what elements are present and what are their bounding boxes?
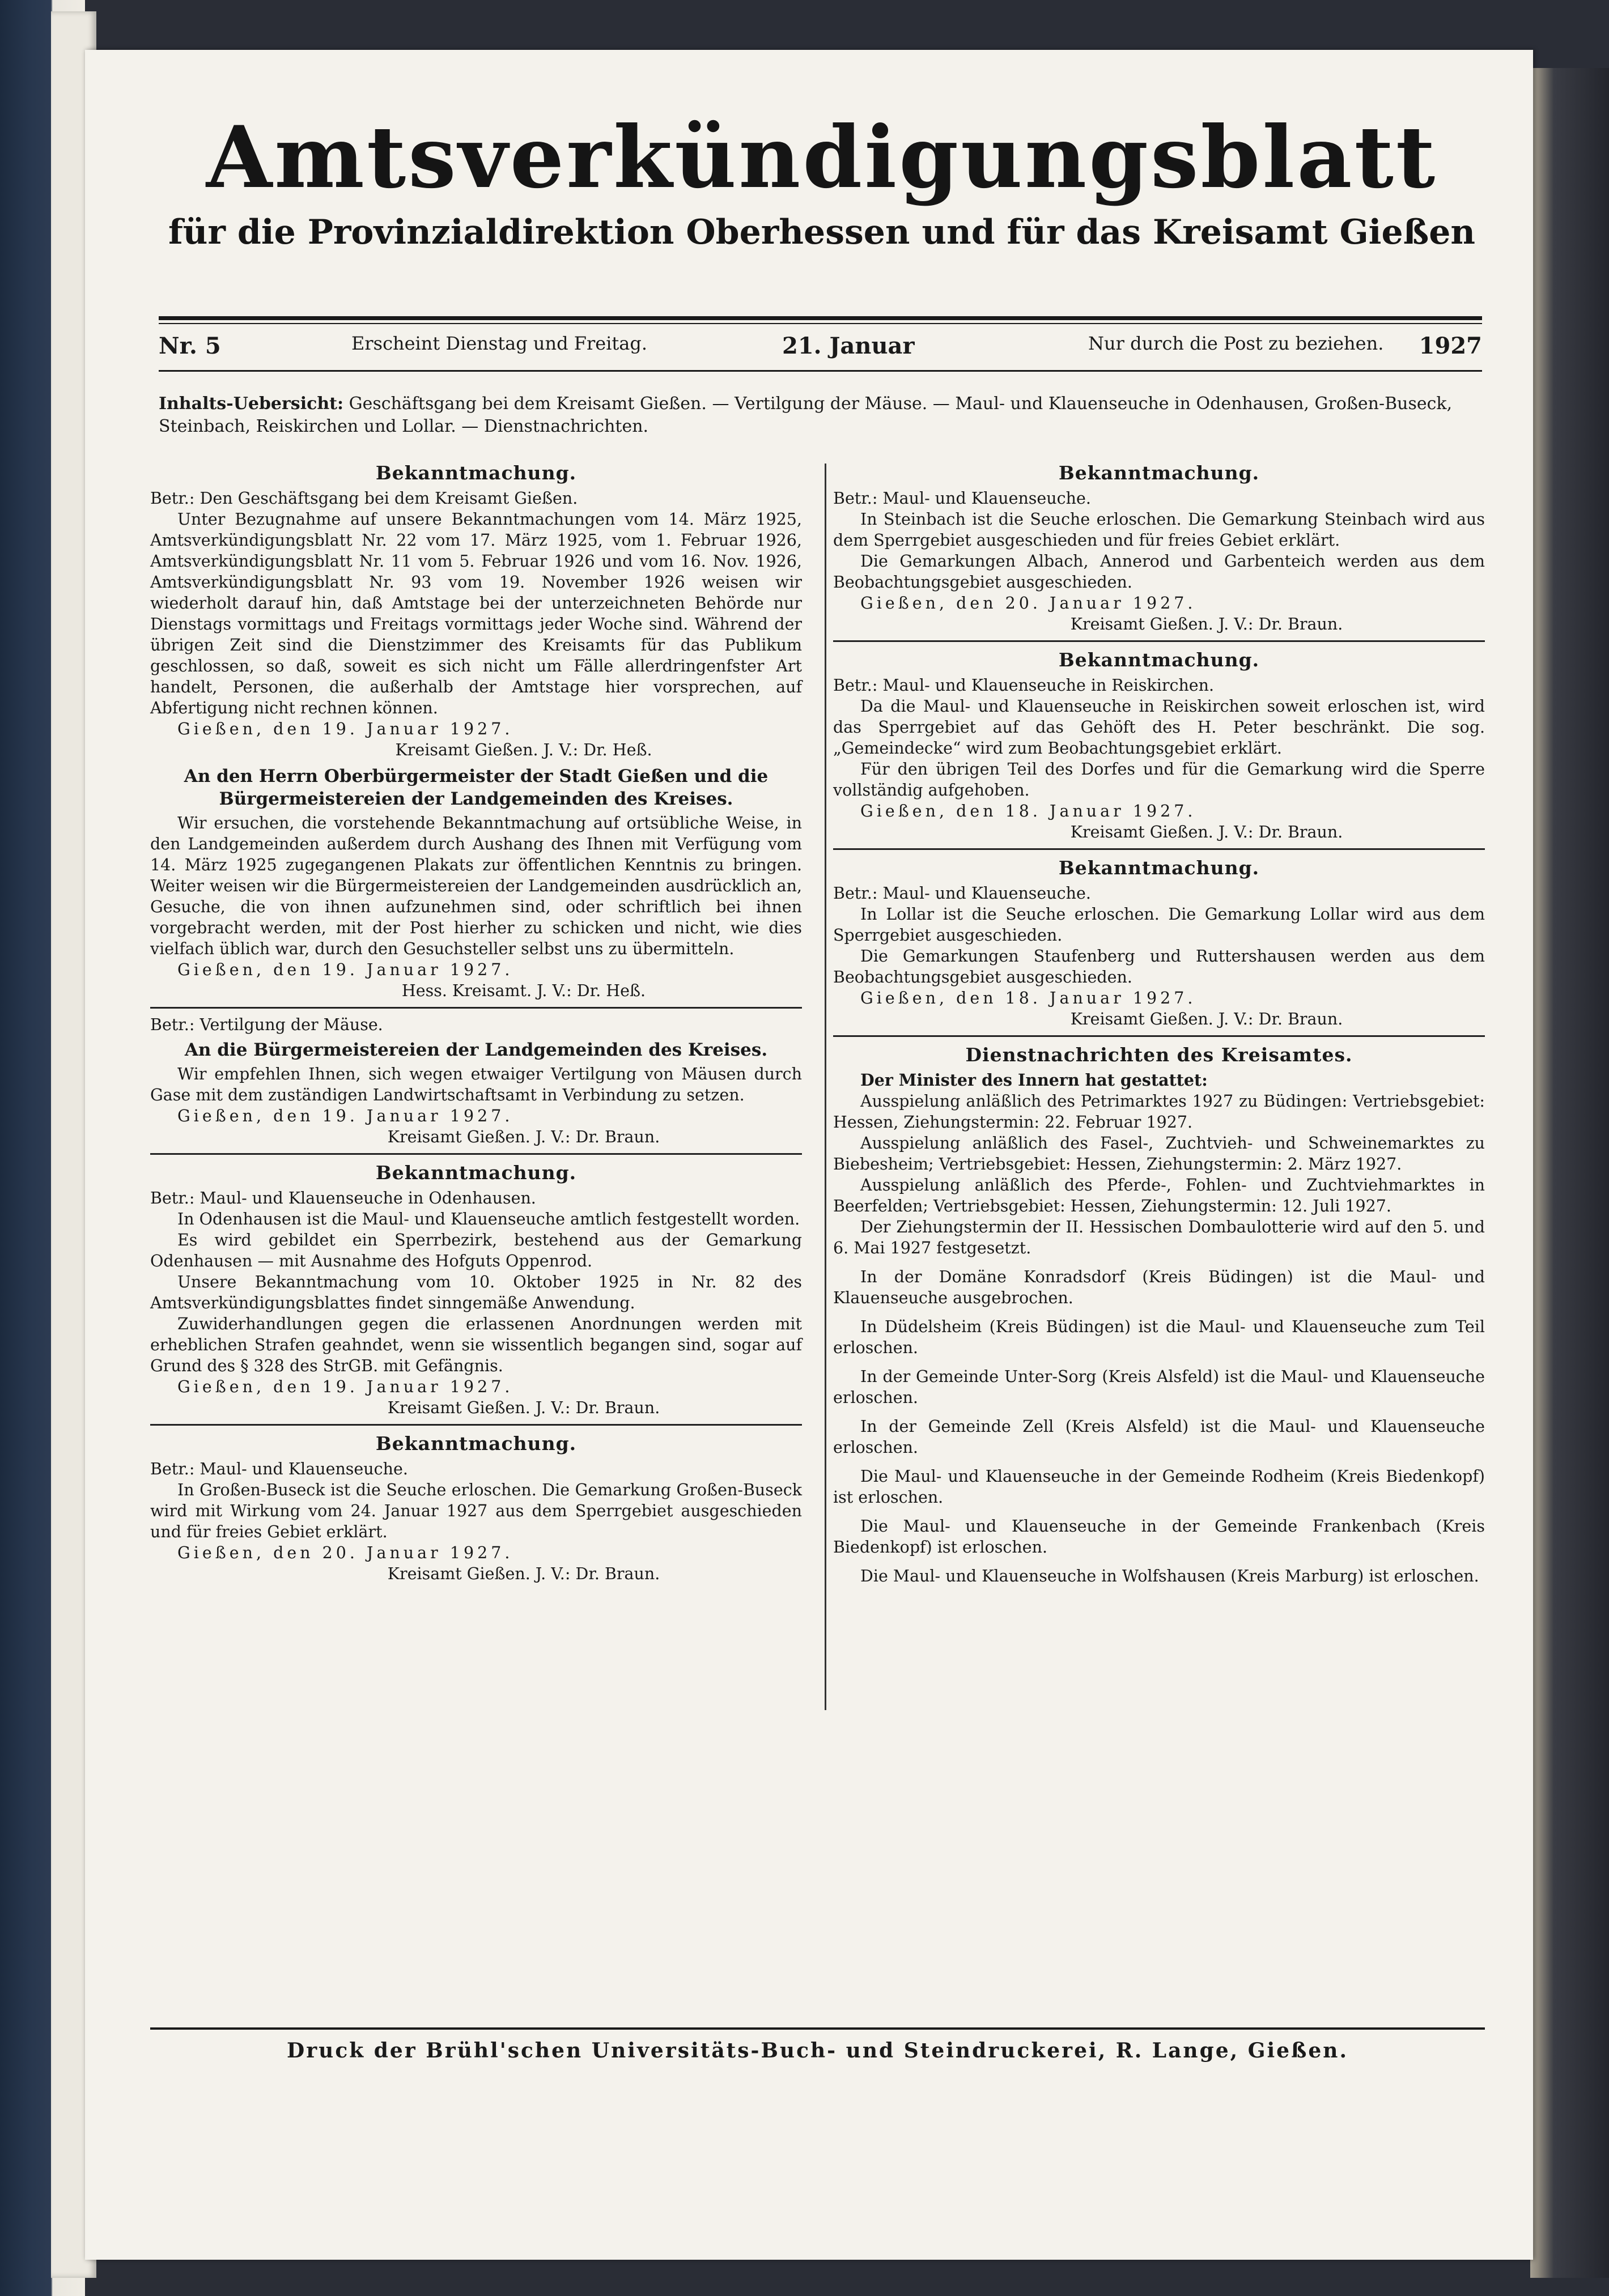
issue-date: 21. Januar xyxy=(782,333,915,359)
article-paragraph: Da die Maul- und Klauenseuche in Reiskirchen soweit erloschen ist, wird das Sperrgebiet auf das Gehöft des H. Peter beschränkt. Die sog. „Gemeindecke“ wird zum Beobachtungsgebiet erklärt. xyxy=(833,697,1485,758)
article-heading: Bekanntmachung. xyxy=(1058,857,1260,879)
article-date: Gießen, den 19. Januar 1927. xyxy=(177,720,513,738)
article-signature: Kreisamt Gießen. J. V.: Dr. Braun. xyxy=(387,1564,660,1583)
article-reiskirchen xyxy=(833,648,1485,843)
article-lollar xyxy=(833,856,1485,1030)
article-paragraph: Die Gemarkungen Staufenberg und Ruttershausen werden aus dem Beobachtungsgebiet ausgeschieden. xyxy=(833,947,1485,987)
toc-text: Geschäftsgang bei dem Kreisamt Gießen. — Vertilgung der Mäuse. — Maul- und Klauenseuche in Odenhausen, Großen-Buseck, Steinbach, Reiskirchen und Lollar. — Dienstnachrichten. xyxy=(159,394,1453,436)
article-heading: Bekanntmachung. xyxy=(375,462,577,484)
article-date: Gießen, den 19. Januar 1927. xyxy=(177,1377,513,1396)
article-subject: Betr.: Maul- und Klauenseuche in Odenhausen. xyxy=(150,1189,536,1207)
section-separator xyxy=(833,848,1485,850)
article-date: Gießen, den 19. Januar 1927. xyxy=(177,1107,513,1125)
issue-year: 1927 xyxy=(1419,333,1482,359)
article-signature: Kreisamt Gießen. J. V.: Dr. Braun. xyxy=(387,1398,660,1417)
article-paragraph: Ausspielung anläßlich des Pferde-, Fohlen- und Zuchtviehmarktes in Beerfelden; Vertriebsgebiet: Hessen, Ziehungstermin: 12. Juli 1927. xyxy=(833,1176,1485,1215)
article-heading: Bekanntmachung. xyxy=(1058,462,1260,484)
article-heading: Bekanntmachung. xyxy=(375,1162,577,1184)
column-divider xyxy=(825,464,826,1710)
article-paragraph: In Steinbach ist die Seuche erloschen. Die Gemarkung Steinbach wird aus dem Sperrgebiet ausgeschieden und für freies Gebiet erklärt. xyxy=(833,510,1485,550)
article-paragraph: Die Maul- und Klauenseuche in der Gemeinde Rodheim (Kreis Biedenkopf) ist erloschen. xyxy=(833,1467,1485,1507)
newspaper-title: Amtsverkündigungsblatt xyxy=(206,108,1438,207)
right-column xyxy=(833,461,1485,1591)
newspaper-subtitle: für die Provinzialdirektion Oberhessen und für das Kreisamt Gießen xyxy=(168,212,1476,252)
article-paragraph: Die Gemarkungen Albach, Annerod und Garbenteich werden aus dem Beobachtungsgebiet ausgeschieden. xyxy=(833,552,1485,592)
article-grossen-buseck xyxy=(150,1431,802,1584)
info-bar-rule xyxy=(159,370,1482,372)
article-bekanntmachung-verbreitung xyxy=(150,765,802,1001)
article-heading: An den Herrn Oberbürgermeister der Stadt Gießen und die Bürgermeistereien der Landgemeinden des Kreises. xyxy=(184,766,769,809)
article-subject: Betr.: Maul- und Klauenseuche. xyxy=(833,884,1091,903)
article-signature: Kreisamt Gießen. J. V.: Dr. Heß. xyxy=(395,741,652,759)
article-paragraph: Es wird gebildet ein Sperrbezirk, bestehend aus der Gemarkung Odenhausen — mit Ausnahme des Hofguts Oppenrod. xyxy=(150,1231,802,1270)
article-heading: An die Bürgermeistereien der Landgemeinden des Kreises. xyxy=(184,1040,768,1060)
article-date: Gießen, den 19. Januar 1927. xyxy=(177,960,513,979)
section-separator xyxy=(833,1035,1485,1037)
article-subject: Betr.: Vertilgung der Mäuse. xyxy=(150,1015,383,1034)
article-subject: Betr.: Maul- und Klauenseuche. xyxy=(150,1460,408,1478)
article-subject: Betr.: Maul- und Klauenseuche. xyxy=(833,489,1091,508)
left-column xyxy=(150,461,802,1589)
masthead-rule-top xyxy=(159,316,1482,320)
article-date: Gießen, den 20. Januar 1927. xyxy=(177,1544,513,1562)
article-paragraph: Die Maul- und Klauenseuche in der Gemeinde Frankenbach (Kreis Biedenkopf) ist erloschen. xyxy=(833,1517,1485,1557)
section-separator xyxy=(150,1424,802,1426)
article-paragraph: Ausspielung anläßlich des Petrimarktes 1927 zu Büdingen: Vertriebsgebiet: Hessen, Ziehungstermin: 22. Februar 1927. xyxy=(833,1092,1485,1132)
publication-schedule: Erscheint Dienstag und Freitag. xyxy=(351,333,648,354)
article-heading: Bekanntmachung. xyxy=(1058,649,1260,671)
section-separator xyxy=(150,1007,802,1009)
article-body: Wir ersuchen, die vorstehende Bekanntmachung auf ortsübliche Weise, in den Landgemeinden außerdem durch Aushang des Ihnen mit Verfügung vom 14. März 1925 zugegangenen Plakats zur öffentlichen Kenntnis zu bringen. Weiter weisen wir die Bürgermeistereien der Landgemeinden ausdrücklich an, Gesuche, die von ihnen aufzunehmen sind, oder schriftlich bei ihnen vorgebracht werden, mit der Post hierher zu schicken und nicht, wie dies vielfach üblich war, durch den Gesuchsteller selbst uns zu übermitteln. xyxy=(150,814,802,958)
article-paragraph: Zuwiderhandlungen gegen die erlassenen Anordnungen werden mit erheblichen Strafen geahndet, wenn sie wissentlich begangen sind, sogar auf Grund des § 328 des StrGB. mit Gefängnis. xyxy=(150,1315,802,1375)
issue-info-bar xyxy=(159,330,1482,362)
book-edge xyxy=(1530,68,1609,2278)
article-maeuse xyxy=(150,1014,802,1147)
article-signature: Kreisamt Gießen. J. V.: Dr. Braun. xyxy=(387,1128,660,1146)
masthead-rule-thin xyxy=(159,323,1482,324)
article-subject: Betr.: Den Geschäftsgang bei dem Kreisamt Gießen. xyxy=(150,489,578,508)
article-paragraph: In der Domäne Konradsdorf (Kreis Büdingen) ist die Maul- und Klauenseuche ausgebrochen. xyxy=(833,1268,1485,1307)
article-heading: Bekanntmachung. xyxy=(375,1432,577,1455)
article-body: In Großen-Buseck ist die Seuche erloschen. Die Gemarkung Großen-Buseck wird mit Wirkung vom 24. Januar 1927 aus dem Sperrgebiet ausgeschieden und für freies Gebiet erklärt. xyxy=(150,1481,802,1541)
article-body: Wir empfehlen Ihnen, sich wegen etwaiger Vertilgung von Mäusen durch Gase mit dem zuständigen Landwirtschaftsamt in Verbindung zu setzen. xyxy=(150,1065,802,1104)
article-subject: Betr.: Maul- und Klauenseuche in Reiskirchen. xyxy=(833,676,1215,695)
article-paragraph: In der Gemeinde Unter-Sorg (Kreis Alsfeld) ist die Maul- und Klauenseuche erloschen. xyxy=(833,1367,1485,1407)
table-of-contents xyxy=(159,393,1482,438)
footer-rule xyxy=(150,2027,1485,2030)
masthead xyxy=(164,108,1479,255)
article-paragraph: In Odenhausen ist die Maul- und Klauenseuche amtlich festgestellt worden. xyxy=(177,1210,800,1228)
article-paragraph: In der Gemeinde Zell (Kreis Alsfeld) ist die Maul- und Klauenseuche erloschen. xyxy=(833,1417,1485,1457)
article-geschaeftsgang xyxy=(150,461,802,760)
article-date: Gießen, den 20. Januar 1927. xyxy=(860,594,1196,613)
printer-imprint: Druck der Brühl'schen Universitäts-Buch- und Steindruckerei, R. Lange, Gießen. xyxy=(286,2039,1349,2063)
article-intro: Der Minister des Innern hat gestattet: xyxy=(860,1070,1208,1090)
article-signature: Kreisamt Gießen. J. V.: Dr. Braun. xyxy=(1070,823,1343,841)
issue-number: Nr. 5 xyxy=(159,333,221,359)
article-date: Gießen, den 18. Januar 1927. xyxy=(860,802,1196,820)
article-paragraph: Die Maul- und Klauenseuche in Wolfshausen (Kreis Marburg) ist erloschen. xyxy=(860,1567,1479,1585)
section-separator xyxy=(833,640,1485,642)
article-signature: Kreisamt Gießen. J. V.: Dr. Braun. xyxy=(1070,615,1343,633)
section-separator xyxy=(150,1153,802,1155)
article-heading: Dienstnachrichten des Kreisamtes. xyxy=(965,1044,1353,1066)
toc-label: Inhalts-Uebersicht: xyxy=(159,394,344,414)
article-dienstnachrichten xyxy=(833,1043,1485,1587)
article-paragraph: In Düdelsheim (Kreis Büdingen) ist die Maul- und Klauenseuche zum Teil erloschen. xyxy=(833,1317,1485,1357)
article-odenhausen xyxy=(150,1160,802,1418)
article-date: Gießen, den 18. Januar 1927. xyxy=(860,989,1196,1007)
article-paragraph: Für den übrigen Teil des Dorfes und für die Gemarkung wird die Sperre vollständig aufgehoben. xyxy=(833,760,1485,800)
article-paragraph: Unsere Bekanntmachung vom 10. Oktober 1925 in Nr. 82 des Amtsverkündigungsblattes findet sinngemäße Anwendung. xyxy=(150,1273,802,1312)
article-steinbach xyxy=(833,461,1485,635)
distribution-note: Nur durch die Post zu beziehen. xyxy=(1088,333,1384,354)
article-paragraph: Der Ziehungstermin der II. Hessischen Dombaulotterie wird auf den 5. und 6. Mai 1927 festgesetzt. xyxy=(833,1218,1485,1257)
newspaper-page xyxy=(85,50,1533,2260)
article-signature: Hess. Kreisamt. J. V.: Dr. Heß. xyxy=(401,981,646,1000)
article-paragraph: In Lollar ist die Seuche erloschen. Die Gemarkung Lollar wird aus dem Sperrgebiet ausgeschieden. xyxy=(833,905,1485,945)
article-paragraph: Ausspielung anläßlich des Fasel-, Zuchtvieh- und Schweinemarktes zu Biebesheim; Vertriebsgebiet: Hessen, Ziehungstermin: 2. März 1927. xyxy=(833,1134,1485,1173)
article-body: Unter Bezugnahme auf unsere Bekanntmachungen vom 14. März 1925, Amtsverkündigungsblatt Nr. 22 vom 17. März 1925, vom 1. Februar 1926, Amtsverkündigungsblatt Nr. 11 vom 5. Februar 1926 und vom 16. Nov. 1926, Amtsverkündigungsblatt Nr. 93 vom 19. November 1926 weisen wir wiederholt darauf hin, daß Amtstage bei der unterzeichneten Behörde nur Dienstags vormittags und Freitags vormittags jeder Woche sind. Während der übrigen Zeit sind die Dienstzimmer des Kreisamts für das Publikum geschlossen, so daß, soweit es sich nicht um Fälle allerdringenfster Art handelt, Personen, die außerhalb der Amtstage hier vorsprechen, auf Abfertigung nicht rechnen können. xyxy=(150,510,802,717)
article-signature: Kreisamt Gießen. J. V.: Dr. Braun. xyxy=(1070,1010,1343,1028)
